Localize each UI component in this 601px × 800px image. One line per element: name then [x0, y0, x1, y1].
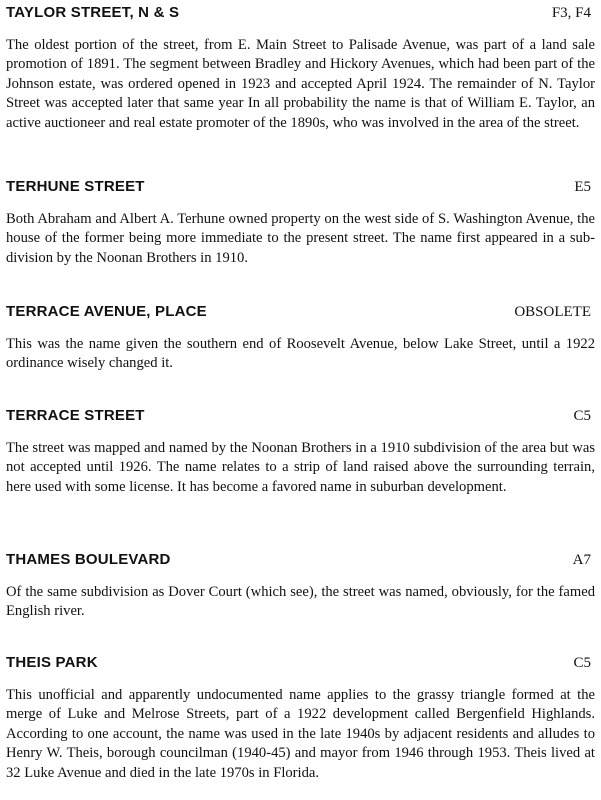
- entry-header: [6, 178, 595, 196]
- entry-terrace-avenue-place: [6, 303, 595, 374]
- entry-description: The oldest portion of the street, from E. Main Street to Palisade Avenue, was part of a land sale promotion of 1891. The segment between Bradley and Hickory Avenues, which had been part of the Johnson estate, was ordered opened in 1923 and accepted April 1924. The remainder of N. Taylor Street was accepted later that same year In all probability the name is that of William E. Taylor, an active auctioneer and real estate promoter of the 1890s, who was involved in the area of the street.: [6, 37, 595, 131]
- entry-title: THAMES BOULEVARD: [6, 551, 171, 568]
- entry-taylor-street: [6, 4, 595, 133]
- entry-map-code: C5: [573, 408, 591, 424]
- entry-title: THEIS PARK: [6, 654, 98, 671]
- entry-header: [6, 654, 595, 672]
- entry-description: Of the same subdivision as Dover Court (which see), the street was named, obviously, for the famed English river.: [6, 584, 595, 620]
- entry-terhune-street: [6, 178, 595, 268]
- entry-theis-park: [6, 654, 595, 783]
- entry-thames-boulevard: [6, 551, 595, 622]
- entry-map-code: F3, F4: [551, 5, 591, 21]
- entry-terrace-street: [6, 407, 595, 497]
- entry-title: TERRACE AVENUE, PLACE: [6, 303, 207, 320]
- entry-header: [6, 551, 595, 569]
- entry-description: Both Abraham and Albert A. Terhune owned property on the west side of S. Washington Avenue, the house of the former being more immediate to the present street. The name first appeared in a sub-division by the Noonan Brothers in 1910.: [6, 211, 595, 266]
- entry-map-code: A7: [572, 552, 591, 568]
- entry-map-code: C5: [573, 655, 591, 671]
- entry-description: The street was mapped and named by the Noonan Brothers in a 1910 subdivision of the area but was not accepted until 1926. The name relates to a strip of land raised above the surrounding terrain, here used with some license. It has become a favored name in suburban development.: [6, 440, 595, 495]
- entry-map-code: E5: [574, 179, 591, 195]
- entry-header: [6, 407, 595, 425]
- entry-header: [6, 4, 595, 22]
- entry-description: This was the name given the southern end of Roosevelt Avenue, below Lake Street, until a 1922 ordinance wisely changed it.: [6, 336, 595, 372]
- entry-title: TERHUNE STREET: [6, 178, 145, 195]
- entry-map-code: OBSOLETE: [514, 304, 591, 320]
- entry-title: TERRACE STREET: [6, 407, 145, 424]
- entry-header: [6, 303, 595, 321]
- entry-description: This unofficial and apparently undocumented name applies to the grassy triangle formed at the merge of Luke and Melrose Streets, part of a 1922 development called Bergenfield Highlands. According to one account, the name was used in the late 1940s by adjacent residents and alludes to Henry W. Theis, borough councilman (1940-45) and mayor from 1946 through 1953. Theis lived at 32 Luke Avenue and died in the late 1970s in Florida.: [6, 687, 595, 781]
- entry-title: TAYLOR STREET, N & S: [6, 4, 180, 21]
